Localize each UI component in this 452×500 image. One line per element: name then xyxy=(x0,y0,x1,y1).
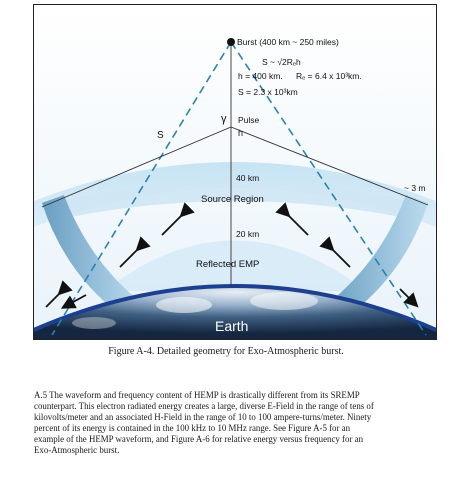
burst-label: Burst (400 km ~ 250 miles) xyxy=(237,37,339,47)
param-re: Rₑ = 6.4 x 10³km. xyxy=(296,71,362,81)
h-label: h xyxy=(238,128,244,138)
cloud-2 xyxy=(250,292,318,310)
burst-point xyxy=(227,38,235,46)
body-paragraph xyxy=(34,390,440,456)
cloud-1 xyxy=(156,297,212,313)
exo-burst-geometry-svg xyxy=(34,5,436,339)
paragraph-line-4: percent of its energy is contained in the 100 kHz to 10 MHz range. See Figure A-5 for an xyxy=(34,423,351,433)
pulse-label: Pulse xyxy=(238,115,260,125)
cloud-3 xyxy=(72,317,116,329)
paragraph-line-6: Exo-Atmospheric burst. xyxy=(34,445,120,455)
km20-label: 20 km xyxy=(236,229,260,239)
param-s: S = 2.3 x 10³km xyxy=(238,87,298,97)
s-label: S xyxy=(157,130,164,141)
formula-s: S ~ √2Rₑh xyxy=(262,57,301,67)
param-h: h = 400 km. xyxy=(238,71,283,81)
paragraph-line-3: kilovolts/meter and an associated H-Field in the range of 10 to 100 ampere-turns/meter. Ninety xyxy=(34,412,372,422)
reflected-emp-label: Reflected EMP xyxy=(196,259,260,270)
paragraph-line-1: A.5 The waveform and frequency content of HEMP is drastically different from its SREMP xyxy=(34,390,360,400)
paragraph-line-2: counterpart. This electron radiated energy creates a large, diverse E-Field in the range of tens of xyxy=(34,401,374,411)
gamma-label: γ xyxy=(221,113,227,125)
paragraph-line-5: example of the HEMP waveform, and Figure A-6 for relative energy versus frequency for an xyxy=(34,434,364,444)
figure-caption: Figure A-4. Detailed geometry for Exo-Atmospheric burst. xyxy=(108,346,344,357)
km40-label: 40 km xyxy=(236,173,260,183)
source-region-label: Source Region xyxy=(201,194,264,205)
thickness-label: ~ 3 m xyxy=(404,183,426,193)
figure-a4-diagram xyxy=(33,4,437,340)
earth-label: Earth xyxy=(215,318,249,334)
